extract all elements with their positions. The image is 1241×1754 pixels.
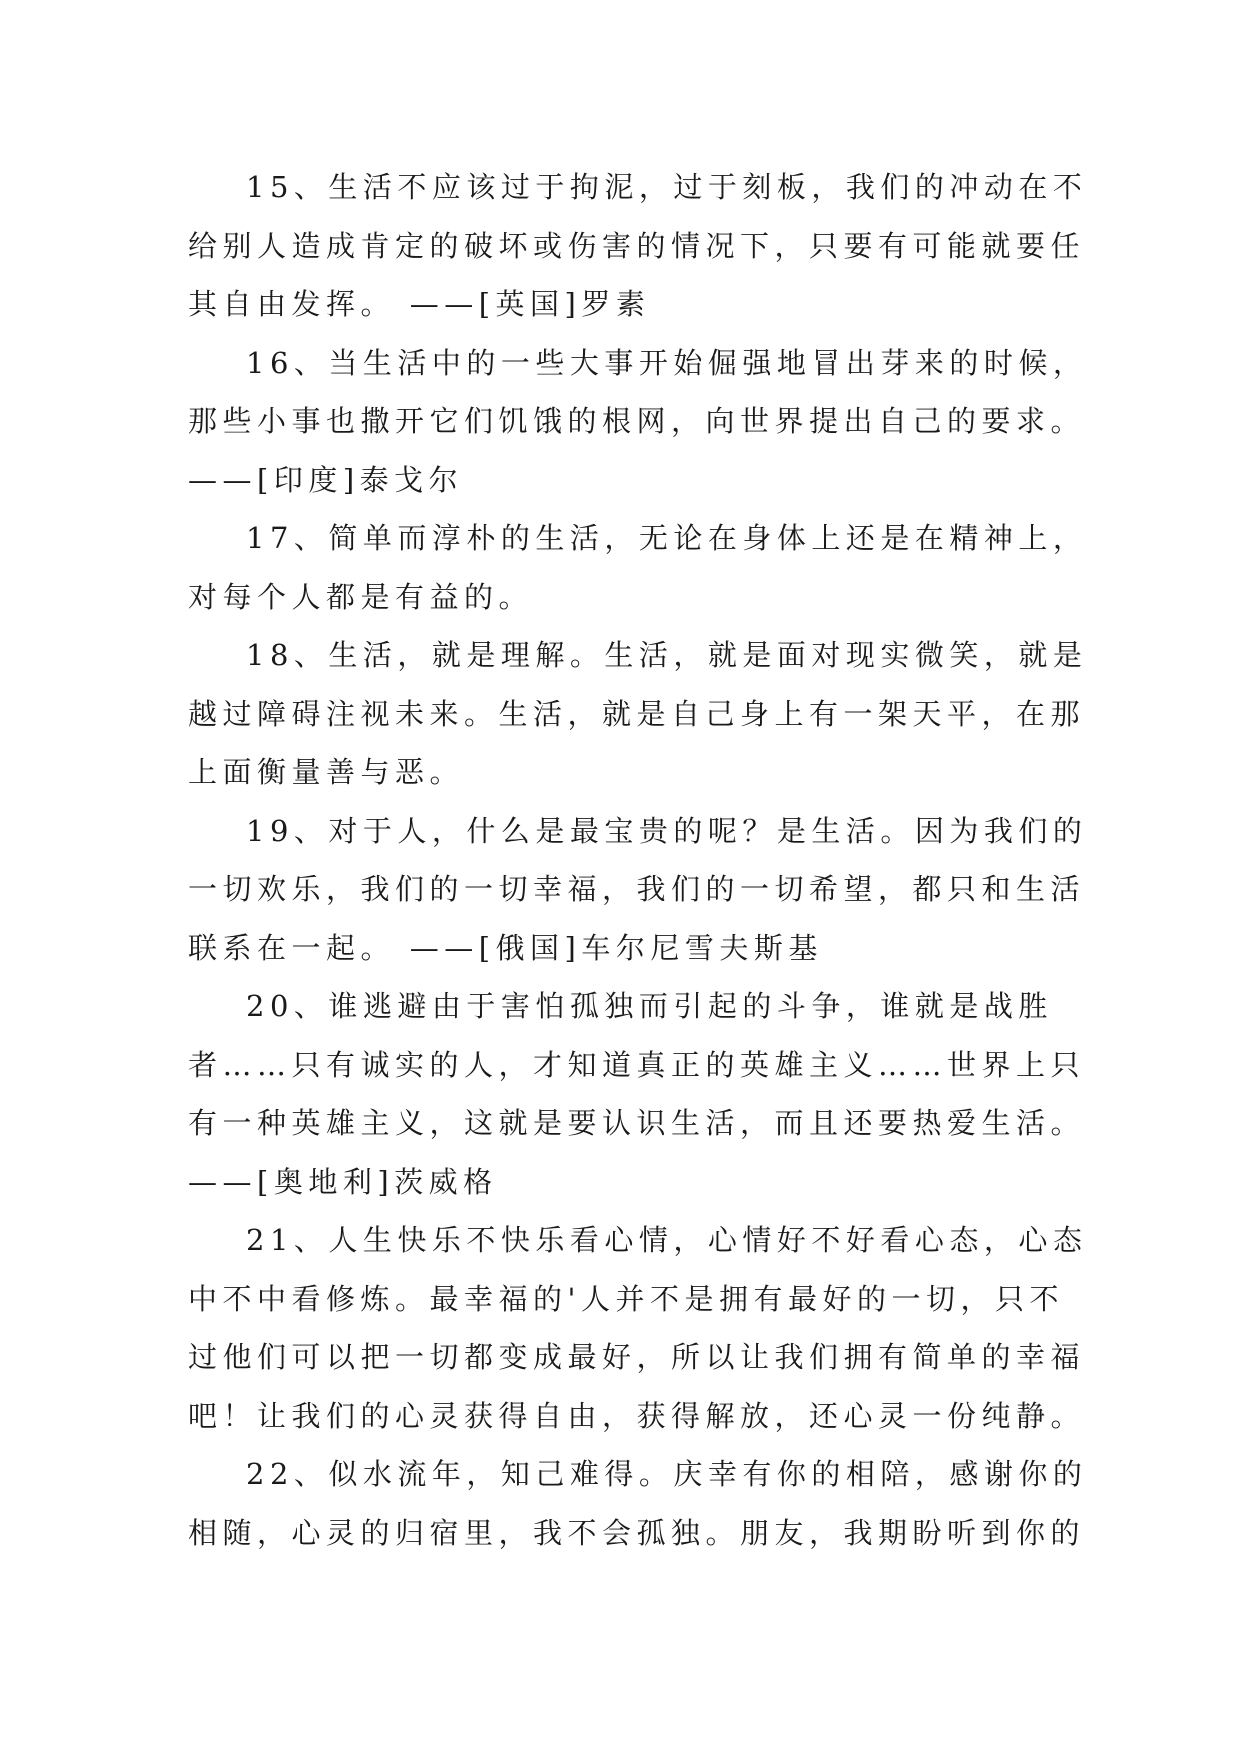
paragraph-line: 有一种英雄主义，这就是要认识生活，而且还要热爱生活。	[188, 1106, 1086, 1140]
paragraph-line: 中不中看修炼。最幸福的'人并不是拥有最好的一切，只不	[188, 1281, 1064, 1316]
paragraph-19	[188, 802, 1088, 978]
paragraph-18	[188, 626, 1088, 802]
paragraph-line: 给别人造成肯定的破坏或伤害的情况下，只要有可能就要任	[188, 228, 1086, 263]
paragraph-line: 22、似水流年，知己难得。庆幸有你的相陪，感谢你的	[246, 1457, 1088, 1491]
paragraph-line: 20、谁逃避由于害怕孤独而引起的斗争，谁就是战胜	[246, 989, 1053, 1023]
paragraph-line: 过他们可以把一切都变成最好，所以让我们拥有简单的幸福	[188, 1340, 1086, 1374]
paragraph-line: 上面衡量善与恶。	[188, 755, 465, 789]
paragraph-line: 一切欢乐，我们的一切幸福，我们的一切希望，都只和生活	[188, 872, 1086, 906]
paragraph-line: 18、生活，就是理解。生活，就是面对现实微笑，就是	[246, 638, 1088, 672]
paragraph-line: 19、对于人，什么是最宝贵的呢？是生活。因为我们的	[246, 813, 1088, 848]
paragraph-line: 相随，心灵的归宿里，我不会孤独。朋友，我期盼听到你的	[188, 1515, 1086, 1550]
paragraph-line: 联系在一起。 ——[俄国]车尔尼雪夫斯基	[188, 930, 823, 965]
paragraph-16	[188, 334, 1088, 510]
paragraph-line: 16、当生活中的一些大事开始倔强地冒出芽来的时候，	[246, 345, 1088, 380]
paragraph-line: 15、生活不应该过于拘泥，过于刻板，我们的冲动在不	[246, 170, 1088, 204]
paragraph-line: ——[印度]泰戈尔	[188, 462, 464, 497]
paragraph-line: 对每个人都是有益的。	[188, 579, 534, 614]
paragraph-21	[188, 1211, 1088, 1445]
paragraph-20	[188, 977, 1086, 1211]
paragraph-17	[188, 509, 1088, 626]
paragraph-22	[188, 1445, 1088, 1562]
paragraph-line: 吧！让我们的心灵获得自由，获得解放，还心灵一份纯静。	[188, 1398, 1086, 1433]
paragraph-line: 17、简单而淳朴的生活，无论在身体上还是在精神上，	[246, 521, 1088, 555]
document-page	[188, 158, 1088, 1562]
paragraph-line: ——[奥地利]茨威格	[188, 1164, 498, 1199]
paragraph-line: 越过障碍注视未来。生活，就是自己身上有一架天平，在那	[188, 696, 1086, 731]
paragraph-line: 那些小事也撒开它们饥饿的根网，向世界提出自己的要求。	[188, 404, 1086, 438]
paragraph-line: 其自由发挥。 ——[英国]罗素	[188, 287, 651, 321]
paragraph-line: 者……只有诚实的人，才知道真正的英雄主义……世界上只	[188, 1047, 1086, 1082]
paragraph-line: 21、人生快乐不快乐看心情，心情好不好看心态，心态	[246, 1223, 1088, 1257]
paragraph-15	[188, 158, 1088, 334]
